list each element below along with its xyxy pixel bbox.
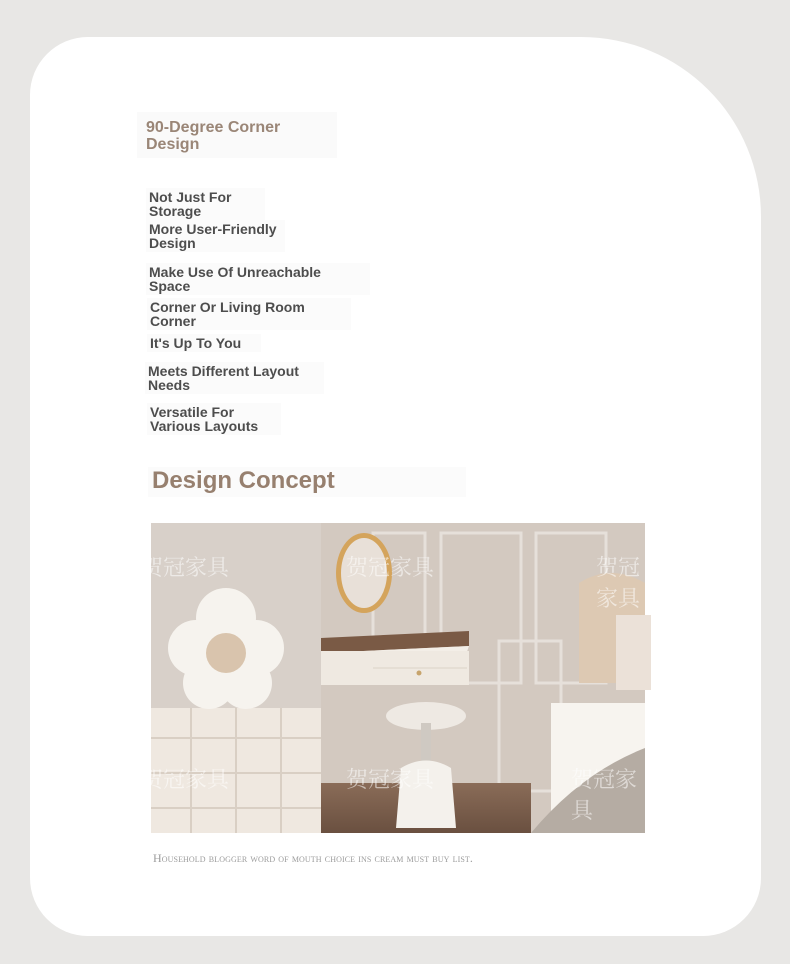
feature-tag-up-to-you: It's Up To You (147, 334, 261, 352)
feature-tag-layout-needs: Meets Different Layout Needs (145, 362, 324, 394)
watermark: 贺冠家具 (346, 767, 435, 792)
feature-tag-storage: Not Just For Storage (146, 188, 265, 220)
feature-tag-corner: Corner Or Living Room Corner (147, 298, 351, 330)
watermark: 贺冠家具 (571, 767, 638, 823)
watermark: 贺冠家具 (141, 767, 230, 792)
hero-title (137, 112, 337, 158)
product-photo (141, 523, 645, 833)
feature-tag-versatile: Versatile For Various Layouts (147, 403, 281, 435)
design-concept-heading: Design Concept (148, 467, 466, 497)
feature-tag-unreachable: Make Use Of Unreachable Space (146, 263, 370, 295)
hero-title-text: 90-Degree Corner Design (146, 119, 281, 153)
watermark: 贺冠家具 (141, 555, 230, 580)
watermark: 贺冠家具 (346, 555, 435, 580)
feature-tag-user-friendly: More User-Friendly Design (146, 220, 285, 252)
watermark: 贺冠家具 (596, 555, 641, 611)
photo-caption: Household blogger word of mouth choice ins cream must buy list. (153, 851, 473, 865)
